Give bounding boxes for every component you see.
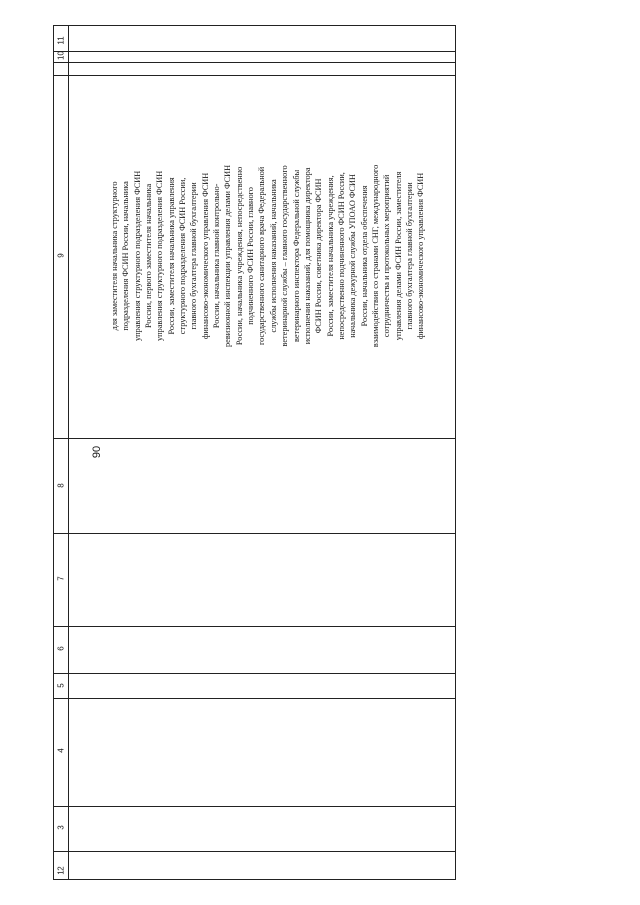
column-9-line: финансово-экономического управления ФСИН — [200, 172, 210, 340]
column-divider — [54, 806, 455, 807]
column-9-line: главного бухгалтера главной бухгалтерии — [189, 182, 199, 330]
col-number-2: 2 — [56, 866, 66, 871]
column-9-line: начальника дежурной службы УПОАО ФСИН — [348, 174, 358, 338]
column-divider — [54, 626, 455, 627]
column-divider — [54, 533, 455, 534]
column-9-line: России, начальника учреждения, непосредственно — [234, 166, 244, 346]
column-9-line: России, первого заместителя начальника — [144, 183, 154, 329]
col-number-8: 8 — [56, 483, 66, 488]
column-9-line: главного бухгалтера главной бухгалтерии — [405, 182, 415, 330]
col-number-7: 7 — [56, 576, 66, 581]
col-number-6: 6 — [56, 646, 66, 651]
column-9-line: службы исполнения наказаний, начальника — [268, 179, 278, 333]
column-9-line: для заместителя начальника структурного — [110, 181, 120, 331]
column-9-line: России, заместителя начальника учреждения, — [325, 175, 335, 337]
col-number-9: 9 — [56, 253, 66, 258]
column-9-line: ветеринарной службы – главного государственного — [280, 165, 290, 347]
col-number-11: 11 — [56, 36, 66, 45]
column-9-line: России, начальника главной контрольно- — [212, 183, 222, 329]
column-9-line: взаимодействия со странами СНГ, международного — [371, 164, 381, 348]
column-divider — [54, 673, 455, 674]
column-9-line: управления структурного подразделения ФСИН — [132, 170, 142, 342]
col-number-1: 1 — [56, 870, 66, 875]
column-divider — [54, 51, 455, 52]
column-9-line: подчиненного ФСИН России, главного — [246, 187, 256, 325]
column-9-line: непосредственно подчиненного ФСИН России, — [336, 172, 346, 340]
column-9-text — [109, 70, 427, 442]
column-9-line: исполнения наказаний, для помощника директора — [302, 167, 312, 345]
col-number-5: 5 — [56, 683, 66, 688]
column-9-line: сотрудничества и протокольных мероприятий — [382, 174, 392, 338]
column-9-line: ФСИН России, советника директора ФСИН — [314, 178, 324, 334]
column-9-line: подразделения ФСИН России, начальника — [121, 181, 131, 331]
column-9-line: государственного санитарного врача Федеральной — [257, 166, 267, 346]
col-number-4: 4 — [56, 748, 66, 753]
rotated-table — [53, 25, 456, 880]
column-9-line: структурного подразделения ФСИН России, — [178, 177, 188, 335]
column-9-line: управления делами ФСИН России, заместителя — [393, 171, 403, 341]
header-strip-divider — [68, 26, 69, 879]
col-number-3: 3 — [56, 825, 66, 830]
column-9-line: ревизионной инспекции управления делами ФСИН — [223, 164, 233, 348]
column-9-line: России, заместителя начальника управления — [166, 177, 176, 335]
page-number: 90 — [91, 445, 103, 459]
column-9-line: управления структурного подразделения ФСИН — [155, 170, 165, 342]
column-9-line: финансово-экономического управления ФСИН — [416, 172, 426, 340]
column-divider — [54, 851, 455, 852]
column-9-line: ветеринарного инспектора Федеральной службы — [291, 169, 301, 343]
column-divider — [54, 698, 455, 699]
column-divider — [54, 62, 455, 63]
column-9-line: России, начальника отдела обеспечения — [359, 185, 369, 327]
col-number-10: 10 — [56, 51, 66, 60]
